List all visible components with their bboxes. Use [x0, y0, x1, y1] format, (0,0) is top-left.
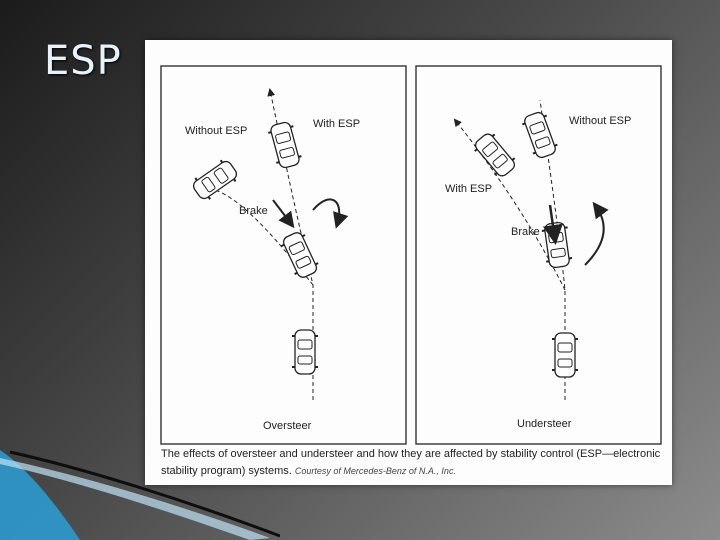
left-brake-label: Brake: [239, 205, 268, 217]
diagram-drawing: [145, 40, 672, 485]
decorative-swoosh: [0, 450, 280, 540]
right-with-esp-label: With ESP: [445, 183, 493, 195]
left-start-car: [292, 330, 318, 374]
right-brake-car: [541, 221, 573, 268]
esp-diagram-figure: [145, 40, 672, 485]
right-without-esp-label: Without ESP: [569, 115, 632, 127]
figure-credit: Courtesy of Mercedes-Benz of N.A., Inc.: [294, 466, 456, 476]
left-without-esp-car: [190, 157, 241, 204]
right-panel-caption: Understeer: [517, 418, 572, 430]
right-panel-drawing: [455, 100, 604, 400]
left-brake-car: [279, 230, 321, 281]
left-without-esp-label: Without ESP: [185, 125, 248, 137]
left-with-esp-label: With ESP: [313, 118, 361, 130]
right-start-car: [552, 333, 578, 377]
right-brake-label: Brake: [511, 226, 540, 238]
left-panel-caption: Oversteer: [263, 420, 312, 432]
figure-caption-text: The effects of oversteer and understeer and how they are affected by stability control (ESP—electronic stability program) systems.: [161, 448, 661, 477]
slide-title: ESP: [44, 38, 122, 84]
left-with-esp-car: [267, 120, 304, 169]
right-without-esp-car: [520, 110, 559, 160]
